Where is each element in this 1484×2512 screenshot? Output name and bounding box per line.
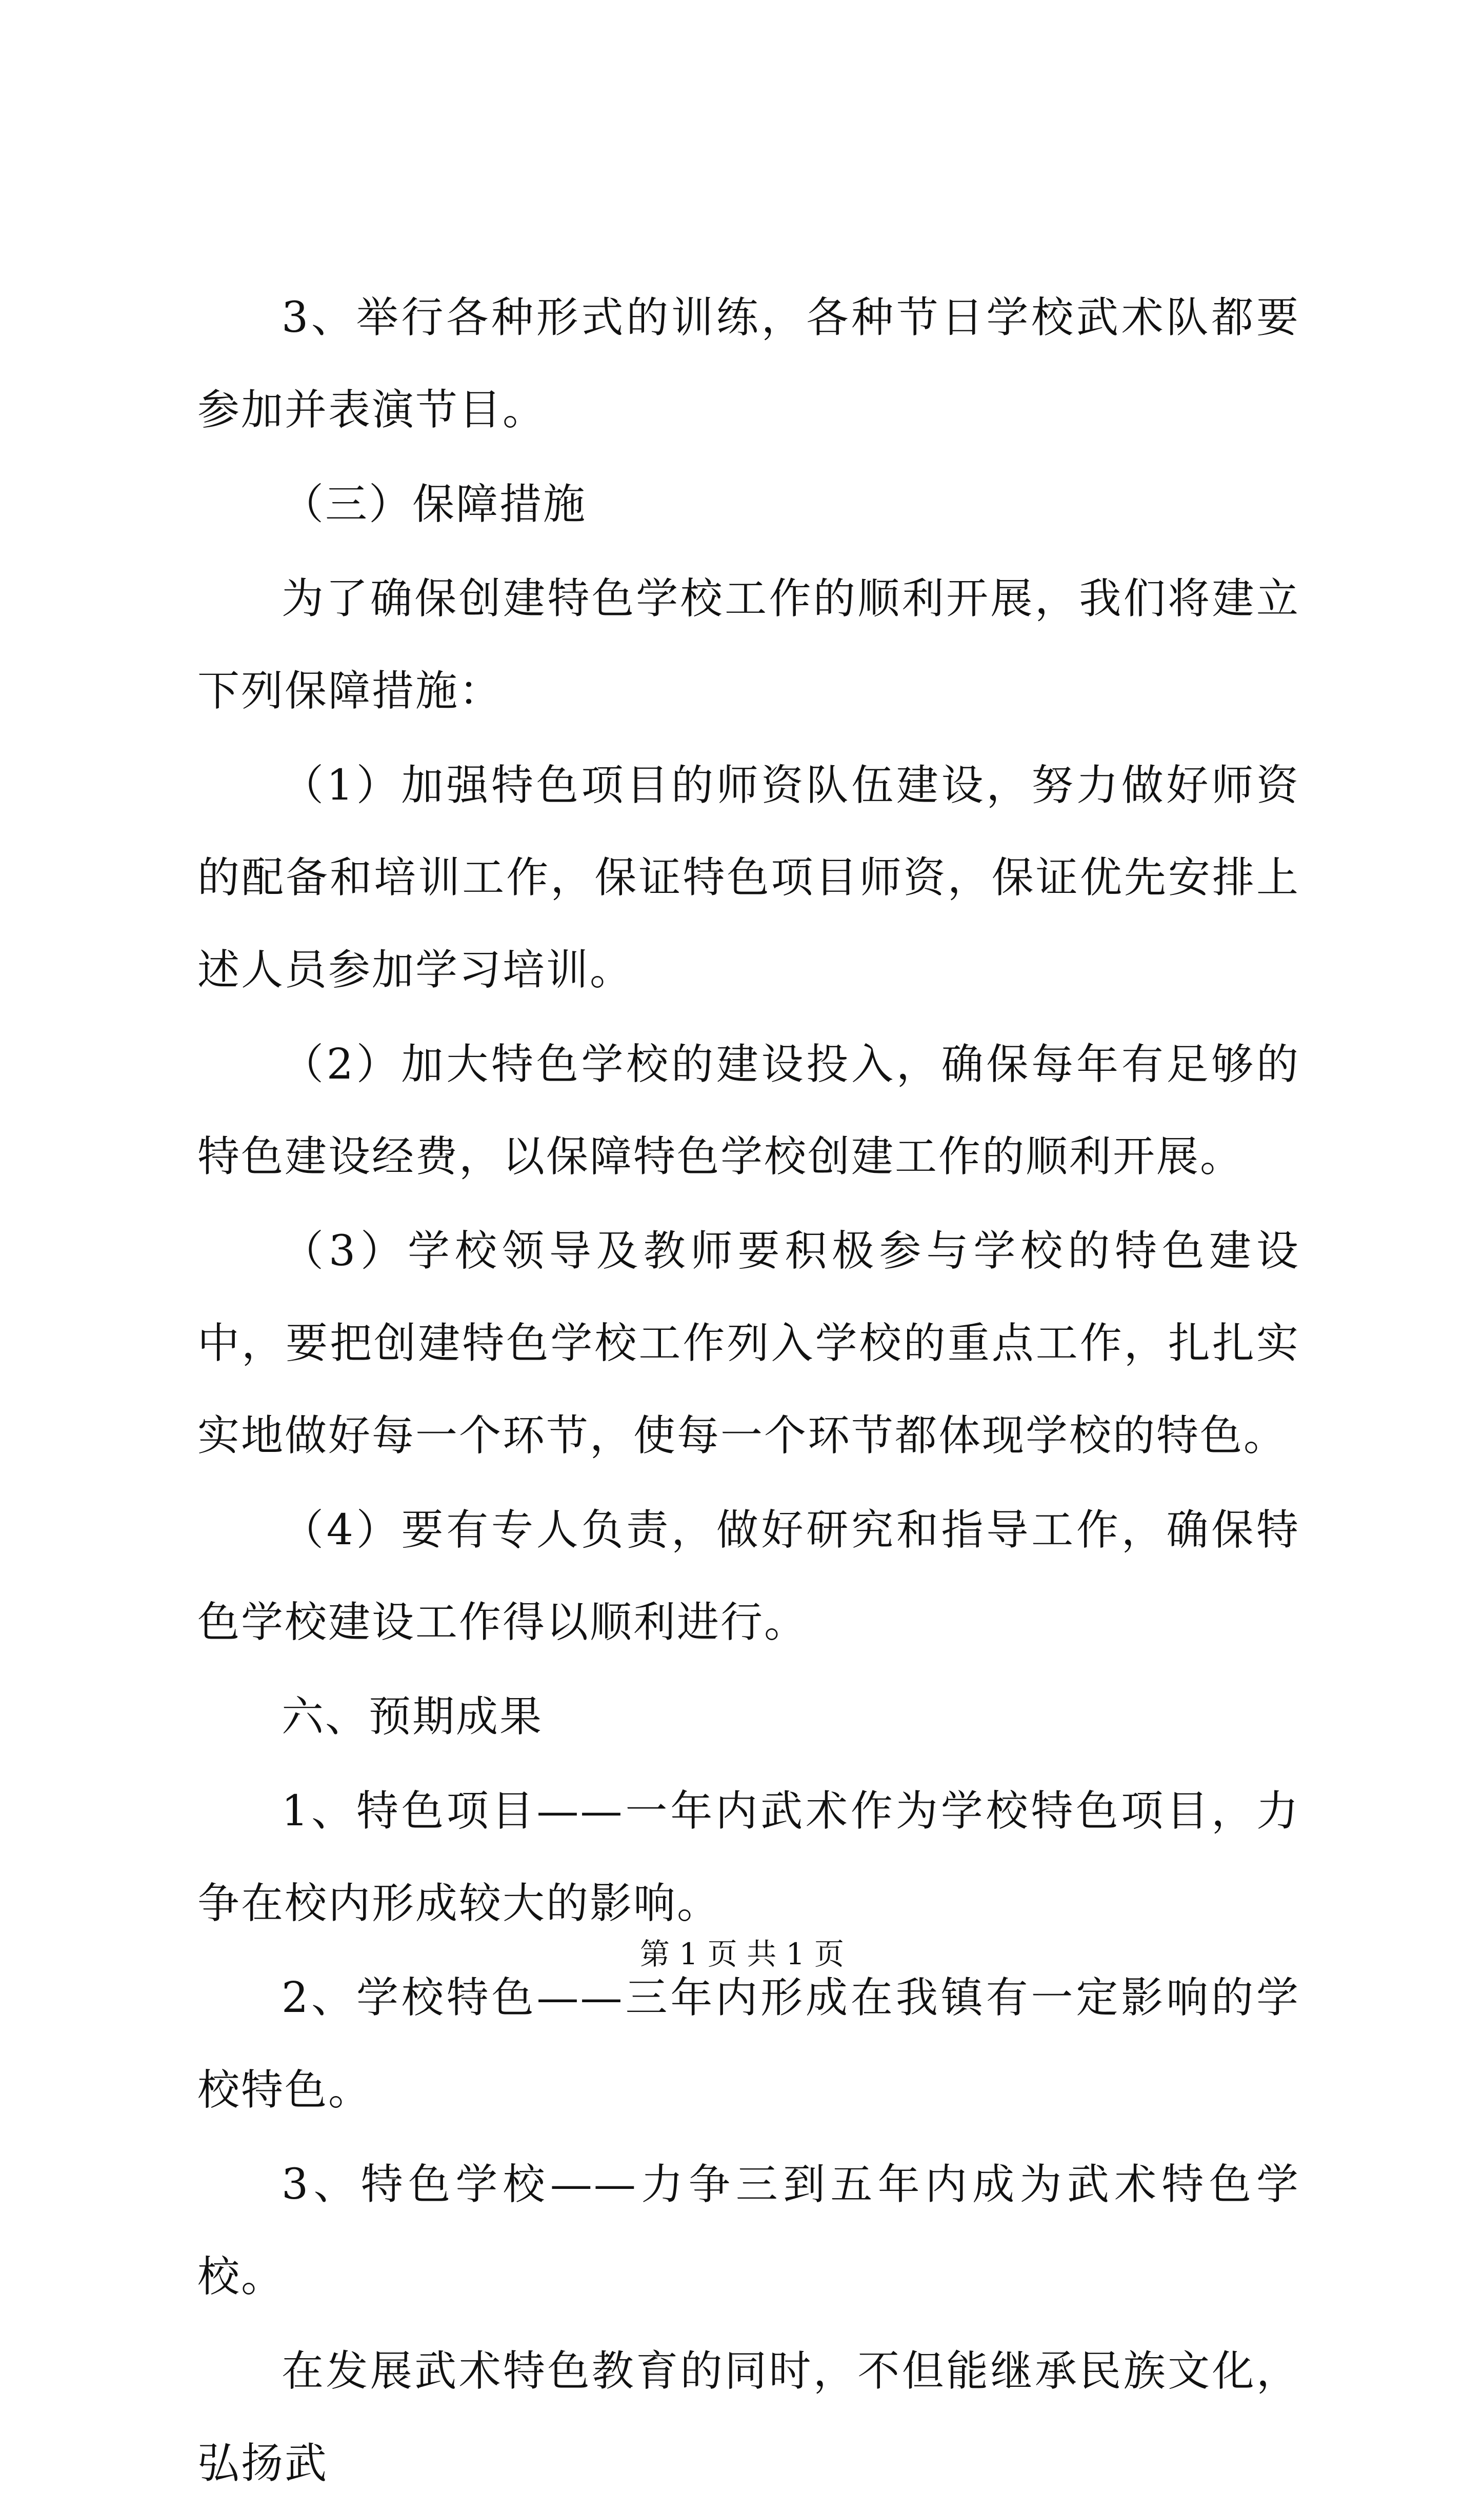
page-number: 第 1 页 共 1 页 [640,1937,844,1971]
paragraph-result-1: 1、特色项目——一年内武术作为学校特色项目，力争在校内形成较大的影响。 [197,1787,1300,1928]
paragraph-measure-2: （2）加大特色学校的建设投入，确保每年有足够的特色建设经费，以保障特色学校创建工作的顺利开展。 [197,1040,1300,1181]
document-body [197,272,1300,2512]
paragraph-measure-1: （1）加强特色项目的师资队伍建设，努力做好师资的配备和培训工作，保证特色项目师资，保证优先安排上述人员参加学习培训。 [197,761,1300,994]
paragraph-measure-4: （4）要有专人负责，做好研究和指导工作，确保特色学校建设工作得以顺利进行。 [197,1506,1300,1647]
paragraph-closing: 在发展武术特色教育的同时，不但能继承民族文化，弘扬武 [197,2347,1300,2488]
paragraph-measure-3: （3）学校领导及教师要积极参与学校的特色建设中，要把创建特色学校工作列入学校的重点工作，扎扎实实地做好每一个环节，使每一个环节都体现学校的特色。 [197,1227,1300,1460]
paragraph-training: 3、举行各种形式的训练，各种节日学校武术队都要参加并表演节目。 [197,293,1300,434]
page-footer [0,1933,1484,1975]
paragraph-result-3: 3、特色学校——力争三到五年内成为武术特色学校。 [197,2160,1300,2301]
paragraph-result-2: 2、学校特色——三年内形成在我镇有一定影响的学校特色。 [197,1973,1300,2115]
paragraph-safeguard-intro: 为了确保创建特色学校工作的顺利开展，我们将建立下列保障措施： [197,574,1300,715]
heading-expected-results: 六、预期成果 [282,1692,544,1741]
heading-safeguard-measures: （三）保障措施 [282,480,587,529]
